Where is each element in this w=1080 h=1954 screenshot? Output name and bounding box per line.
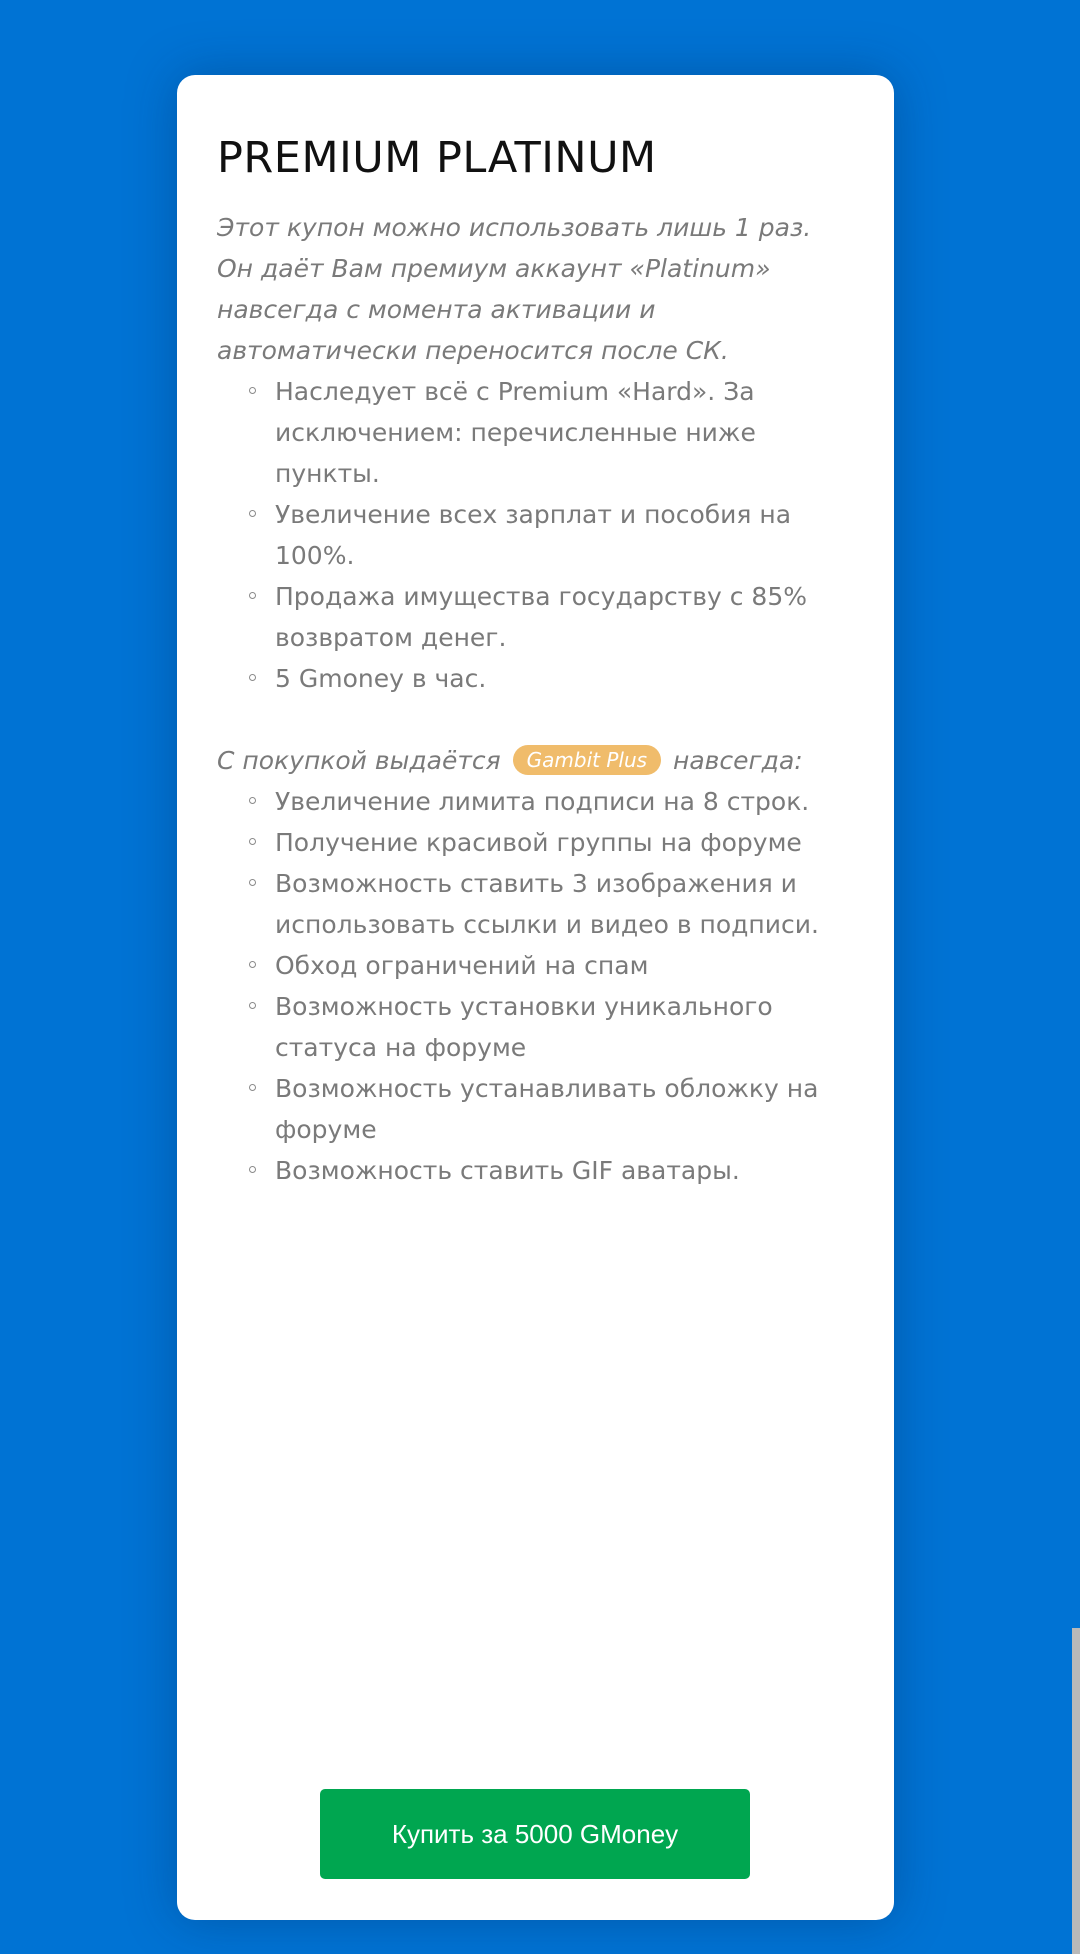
list-item bbox=[275, 1068, 854, 1150]
list-item-text: Обход ограничений на спам bbox=[275, 950, 649, 980]
bullet-icon bbox=[249, 838, 256, 845]
bullet-icon bbox=[249, 592, 256, 599]
card-description: Этот купон можно использовать лишь 1 раз. Он даёт Вам премиум аккаунт «Platinum» навсегда с момента активации и автоматически переносится после СК. bbox=[217, 212, 812, 365]
gambit-plus-badge: Gambit Plus bbox=[513, 745, 661, 775]
list-item bbox=[275, 986, 854, 1068]
bullet-icon bbox=[249, 1166, 256, 1173]
bullet-icon bbox=[249, 674, 256, 681]
bullet-icon bbox=[249, 797, 256, 804]
list-item-text: Увеличение всех зарплат и пособия на 100%. bbox=[275, 499, 792, 570]
buy-button[interactable]: Купить за 5000 GMoney bbox=[320, 1789, 750, 1879]
product-card bbox=[177, 75, 894, 1920]
list-item-text: Продажа имущества государству с 85% возвратом денег. bbox=[275, 581, 807, 652]
list-item-text: Возможность устанавливать обложку на форуме bbox=[275, 1073, 819, 1144]
list-item-text: Увеличение лимита подписи на 8 строк. bbox=[275, 786, 810, 816]
list-item-text: Наследует всё с Premium «Hard». За исключением: перечисленные ниже пункты. bbox=[275, 376, 756, 488]
bonus-intro-after: навсегда: bbox=[673, 745, 803, 775]
bullet-icon bbox=[249, 1002, 256, 1009]
list-item bbox=[275, 822, 854, 863]
list-item bbox=[275, 945, 854, 986]
bonus-features-list bbox=[217, 781, 854, 1191]
bullet-icon bbox=[249, 1084, 256, 1091]
bonus-intro-before: С покупкой выдаётся bbox=[217, 745, 501, 775]
scrollbar-thumb[interactable] bbox=[1072, 1628, 1080, 1954]
list-item-text: Возможность ставить 3 изображения и использовать ссылки и видео в подписи. bbox=[275, 868, 819, 939]
list-item-text: Возможность ставить GIF аватары. bbox=[275, 1155, 740, 1185]
list-item bbox=[275, 494, 854, 576]
card-title: PREMIUM PLATINUM bbox=[217, 133, 657, 183]
spacer bbox=[217, 699, 854, 740]
list-item-text: 5 Gmoney в час. bbox=[275, 663, 487, 693]
list-item bbox=[275, 1150, 854, 1191]
list-item-text: Возможность установки уникального статуса на форуме bbox=[275, 991, 773, 1062]
bullet-icon bbox=[249, 387, 256, 394]
list-item bbox=[275, 863, 854, 945]
card-description-block bbox=[217, 207, 854, 1191]
list-item bbox=[275, 576, 854, 658]
list-item-text: Получение красивой группы на форуме bbox=[275, 827, 802, 857]
list-item bbox=[275, 371, 854, 494]
bonus-intro bbox=[217, 740, 854, 781]
bullet-icon bbox=[249, 510, 256, 517]
bullet-icon bbox=[249, 879, 256, 886]
list-item bbox=[275, 658, 854, 699]
bullet-icon bbox=[249, 961, 256, 968]
features-list bbox=[217, 371, 854, 699]
list-item bbox=[275, 781, 854, 822]
